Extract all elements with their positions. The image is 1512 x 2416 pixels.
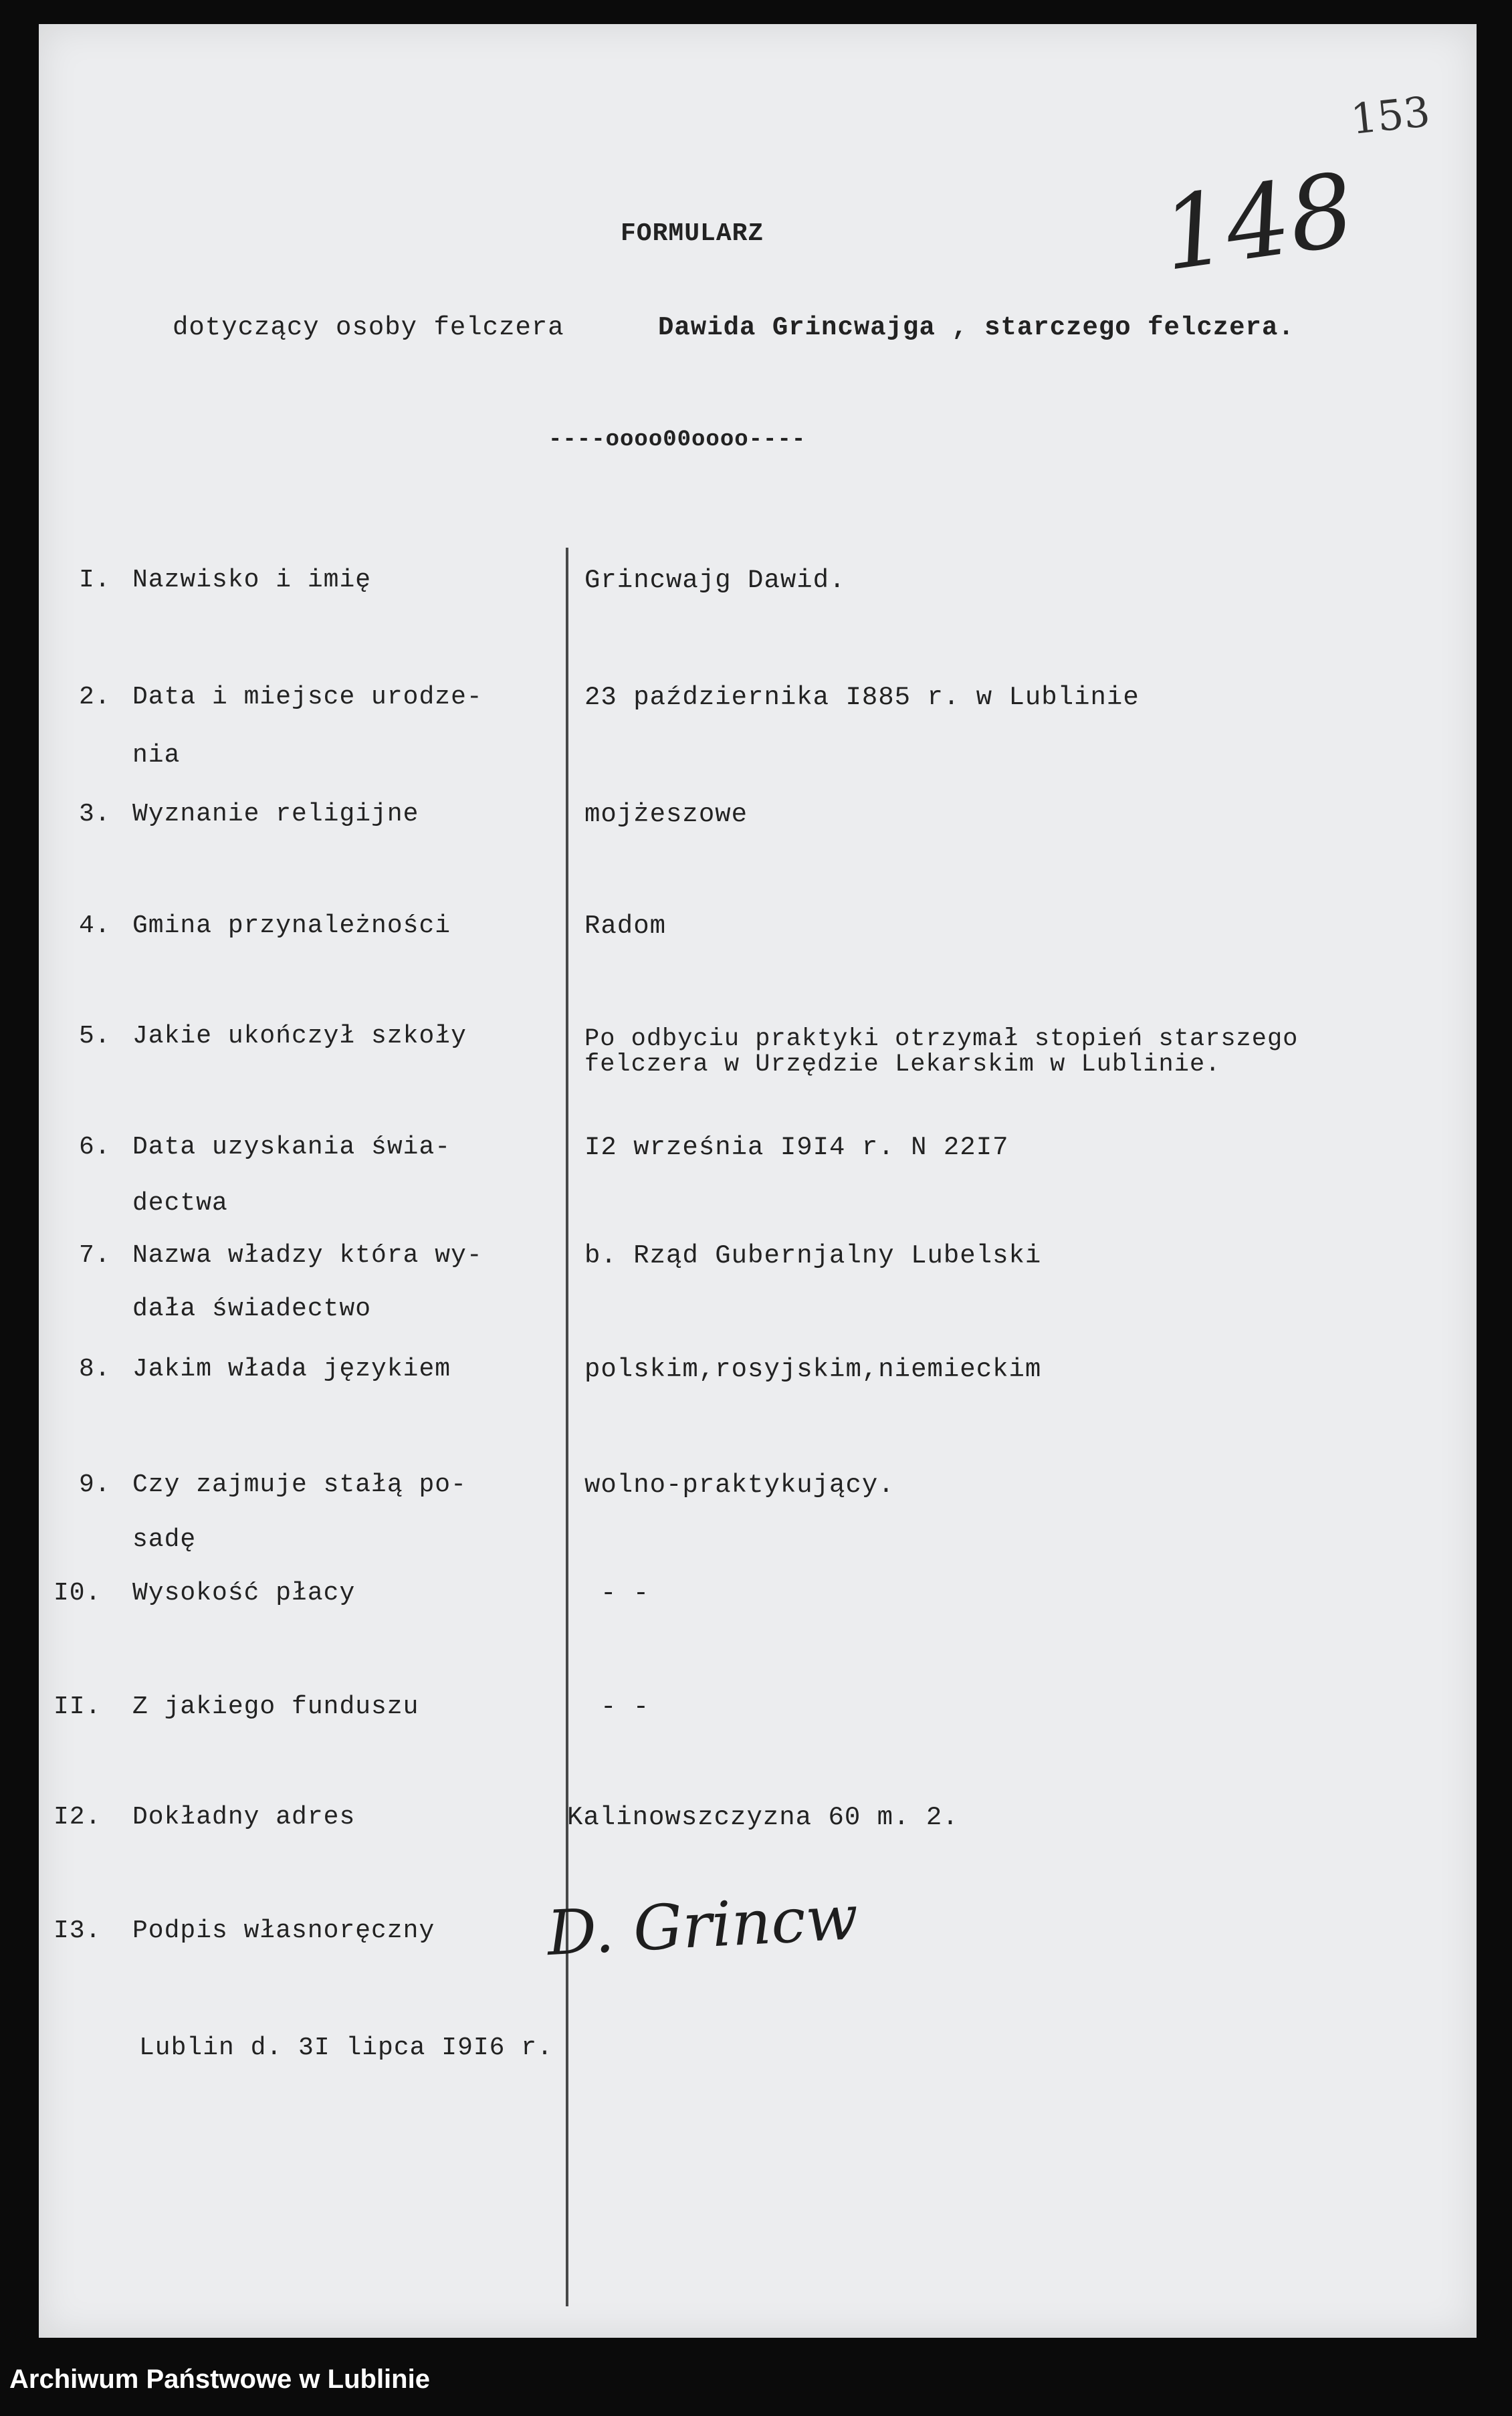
- archive-name: Archiwum Państwowe w Lublinie: [9, 2365, 430, 2394]
- row-label: Data i miejsce urodze-: [132, 683, 483, 711]
- row-label: Gmina przynależności: [132, 911, 451, 940]
- row-value: wolno-praktykujący.: [584, 1470, 895, 1500]
- subtitle-left: dotyczący osoby felczera: [173, 313, 564, 342]
- row-value: I2 września I9I4 r. N 22I7: [584, 1133, 1009, 1162]
- handwritten-signature: D. Grincw: [545, 1881, 860, 1970]
- row-label: Nazwa władzy która wy-: [132, 1241, 483, 1270]
- row-value-continued: felczera w Urzędzie Lekarskim w Lublinie.: [584, 1051, 1221, 1079]
- archive-footer: [0, 2340, 1512, 2416]
- row-number: 9.: [79, 1470, 111, 1499]
- row-value: Po odbyciu praktyki otrzymał stopień starszego: [584, 1025, 1299, 1053]
- row-number: I.: [79, 566, 111, 594]
- row-value: 23 października I885 r. w Lublinie: [584, 683, 1140, 712]
- row-label-continued: sadę: [132, 1525, 197, 1554]
- row-label-continued: nia: [132, 741, 181, 770]
- closing-place-date: Lublin d. 3I lipca I9I6 r.: [139, 2034, 553, 2062]
- row-label: Data uzyskania świa-: [132, 1133, 451, 1162]
- row-label: Wyznanie religijne: [132, 800, 419, 829]
- row-label: Nazwisko i imię: [132, 566, 372, 594]
- row-value: mojżeszowe: [584, 800, 748, 829]
- row-label: Dokładny adres: [132, 1803, 356, 1832]
- row-number: 6.: [79, 1133, 111, 1162]
- row-number: I0.: [53, 1579, 102, 1608]
- row-value: - -: [601, 1579, 650, 1608]
- archive-number-annotation: 153: [1348, 87, 1432, 144]
- row-value: - -: [601, 1692, 650, 1722]
- row-number: 2.: [79, 683, 111, 711]
- row-number: II.: [53, 1692, 102, 1721]
- row-label: Jakie ukończył szkoły: [132, 1022, 467, 1051]
- row-number: I2.: [53, 1803, 102, 1832]
- row-number: 3.: [79, 800, 111, 829]
- form-title: FORMULARZ: [621, 219, 764, 248]
- row-number: I3.: [53, 1916, 102, 1945]
- row-label: Jakim włada językiem: [132, 1355, 451, 1384]
- row-value: Grincwajg Dawid.: [584, 566, 846, 595]
- row-label: Z jakiego funduszu: [132, 1692, 419, 1721]
- row-value: b. Rząd Gubernjalny Lubelski: [584, 1241, 1042, 1271]
- row-label-continued: dała świadectwo: [132, 1295, 372, 1323]
- row-number: 4.: [79, 911, 111, 940]
- subtitle-right: Dawida Grincwajga , starczego felczera.: [658, 313, 1295, 342]
- row-number: 5.: [79, 1022, 111, 1051]
- row-label: Czy zajmuje stałą po-: [132, 1470, 467, 1499]
- column-divider: [566, 548, 568, 2306]
- page-number-annotation: 148: [1155, 151, 1362, 294]
- row-label-continued: dectwa: [132, 1189, 228, 1218]
- row-number: 7.: [79, 1241, 111, 1270]
- row-value: Kalinowszczyzna 60 m. 2.: [567, 1803, 959, 1832]
- row-label: Wysokość płacy: [132, 1579, 356, 1608]
- title-separator: ----oooo00oooo----: [548, 427, 806, 453]
- row-label: Podpis własnoręczny: [132, 1916, 435, 1945]
- row-value: polskim,rosyjskim,niemieckim: [584, 1355, 1042, 1384]
- row-value: Radom: [584, 911, 667, 941]
- document-page: [39, 24, 1477, 2338]
- row-number: 8.: [79, 1355, 111, 1384]
